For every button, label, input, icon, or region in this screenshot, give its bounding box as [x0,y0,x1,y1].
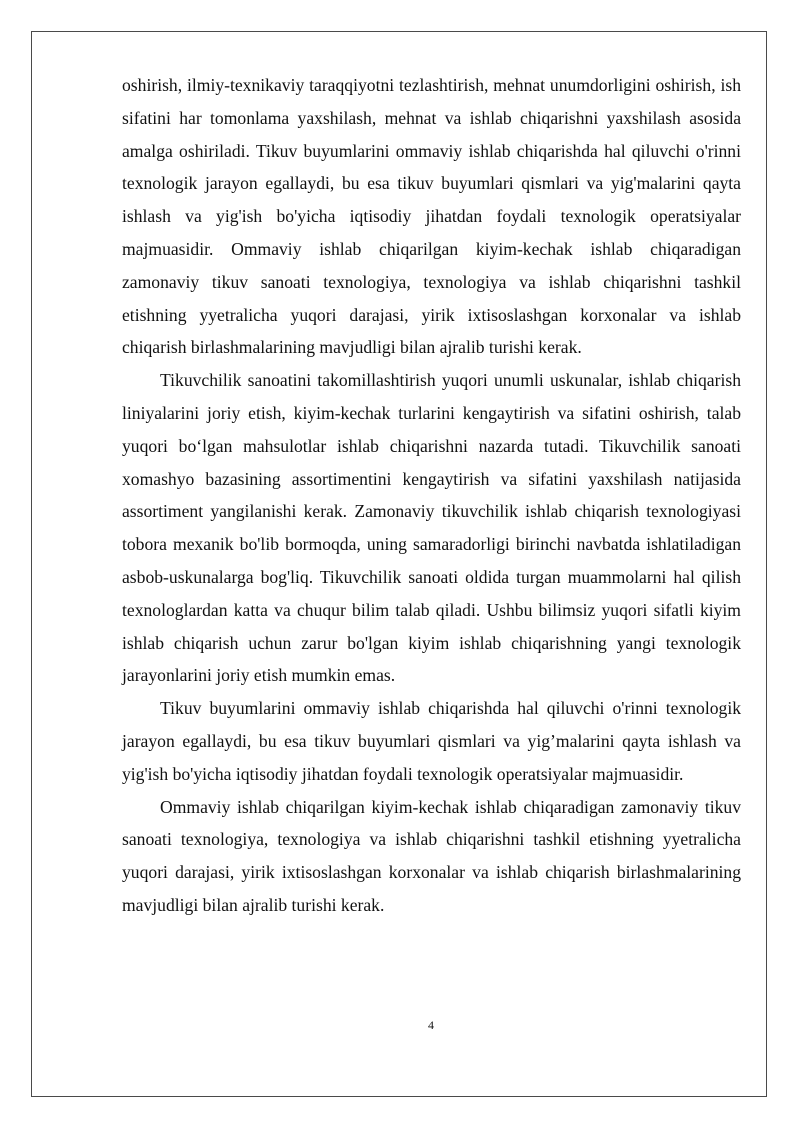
paragraph: Tikuv buyumlarini ommaviy ishlab chiqarishda hal qiluvchi o'rinni texnologik jarayon egallaydi, bu esa tikuv buyumlari qismlari va yig’malarini qayta ishlash va yig'ish bo'yicha iqtisodiy jihatdan foydali texnologik operatsiyalar majmuasidir. [122,698,741,784]
body-text [122,69,741,922]
page-number: 4 [428,1018,434,1032]
paragraph: Ommaviy ishlab chiqarilgan kiyim-kechak ishlab chiqaradigan zamonaviy tikuv sanoati texnologiya, texnologiya va ishlab chiqarishni tashkil etishning yyetralicha yuqori darajasi, yirik ixtisoslashgan korxonalar va ishlab chiqarish birlashmalarining mavjudligi bilan ajralib turishi kerak. [122,796,741,915]
paragraph: Tikuvchilik sanoatini takomillashtirish yuqori unumli uskunalar, ishlab chiqarish liniyalarini joriy etish, kiyim-kechak turlarini kengaytirish va sifatini oshirish, talab yuqori bo‘lgan mahsulotlar ishlab chiqarishni nazarda tutadi. Tikuvchilik sanoati xomashyo bazasining assortimentini kengaytirish va sifatini yaxshilash natijasida assortiment yangilanishi kerak. Zamonaviy tikuvchilik ishlab chiqarish texnologiyasi tobora mexanik bo'lib bormoqda, uning samaradorligi birinchi navbatda ishlatiladigan asbob-uskunalarga bog'liq. Tikuvchilik sanoati oldida turgan muammolarni hal qilish texnologlardan katta va chuqur bilim talab qiladi. Ushbu bilimsiz yuqori sifatli kiyim ishlab chiqarish uchun zarur bo'lgan kiyim ishlab chiqarishning yangi texnologik jarayonlarini joriy etish mumkin emas. [122,370,741,686]
paragraph-continuation: oshirish, ilmiy-texnikaviy taraqqiyotni tezlashtirish, mehnat unumdorligini oshirish, ish sifatini har tomonlama yaxshilash, mehnat va ishlab chiqarishni yaxshilash asosida amalga oshiriladi. Tikuv buyumlarini ommaviy ishlab chiqarishda hal qiluvchi o'rinni texnologik jarayon egallaydi, bu esa tikuv buyumlari qismlari va yig'malarini qayta ishlash va yig'ish bo'yicha iqtisodiy jihatdan foydali texnologik operatsiyalar majmuasidir. Ommaviy ishlab chiqarilgan kiyim-kechak ishlab chiqaradigan zamonaviy tikuv sanoati texnologiya, texnologiya va ishlab chiqarishni tashkil etishning yyetralicha yuqori darajasi, yirik ixtisoslashgan korxonalar va ishlab chiqarish birlashmalarining mavjudligi bilan ajralib turishi kerak. [122,75,741,358]
